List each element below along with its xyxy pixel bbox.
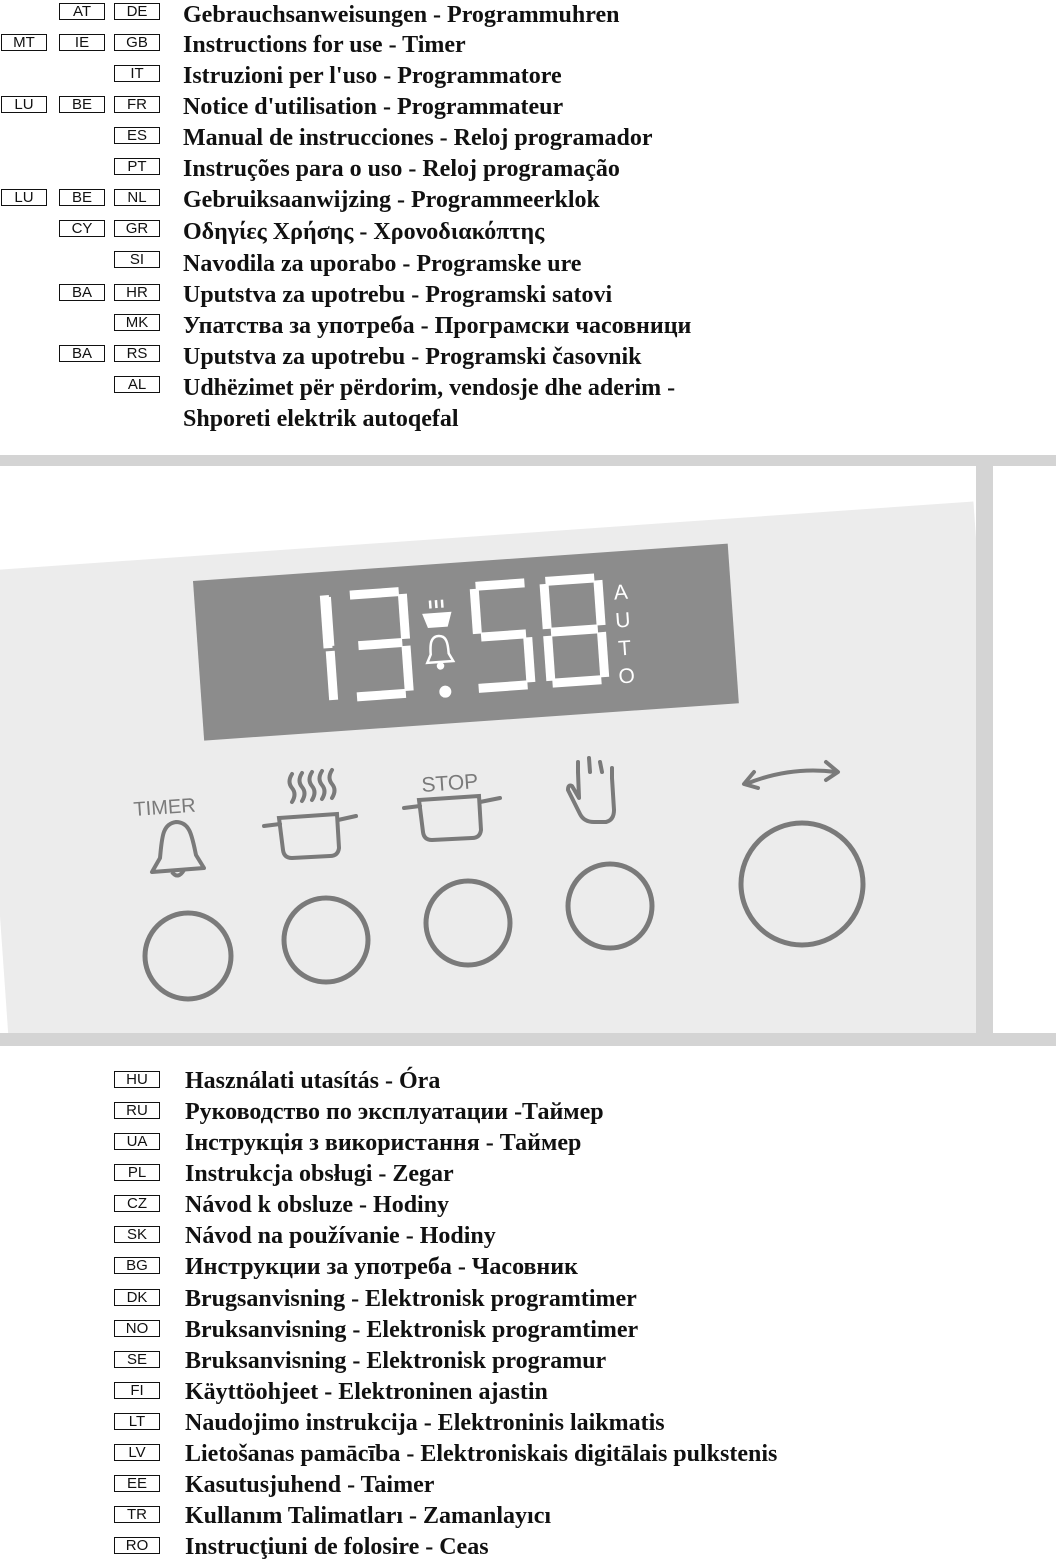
country-code-badge: FR — [114, 96, 160, 113]
country-code-badge: DE — [114, 3, 160, 20]
country-code-badge: AT — [59, 3, 105, 20]
country-code-badge: HR — [114, 284, 160, 301]
timer-control-panel — [0, 466, 976, 1033]
country-code-badge: EE — [114, 1475, 160, 1492]
country-code-badge: NO — [114, 1320, 160, 1337]
cooking-end-button[interactable] — [426, 881, 510, 965]
country-code-badge: BA — [59, 284, 105, 301]
manual-title: Bruksanvisning - Elektronisk programur — [185, 1348, 607, 1374]
manual-title: Használati utasítás - Óra — [185, 1068, 441, 1094]
manual-title: Instruções para o uso - Reloj programação — [183, 156, 620, 182]
manual-title: Naudojimo instrukcija - Elektroninis laikmatis — [185, 1410, 665, 1436]
country-code-badge: CY — [59, 220, 105, 237]
auto-letter: U — [614, 608, 632, 633]
cooking-duration-button[interactable] — [284, 898, 368, 982]
manual-title: Shporeti elektrik autoqefal — [183, 406, 459, 432]
display-digit — [327, 602, 330, 642]
country-code-badge: PT — [114, 158, 160, 175]
country-code-badge: LU — [1, 189, 47, 206]
manual-title: Brugsanvisning - Elektronisk programtimer — [185, 1286, 637, 1312]
auto-letter: O — [617, 664, 636, 689]
manual-title: Gebruiksaanwijzing - Programmeerklok — [183, 187, 600, 213]
country-code-badge: CZ — [114, 1195, 160, 1212]
timer-label: TIMER — [132, 794, 197, 821]
country-code-badge: UA — [114, 1133, 160, 1150]
country-code-badge: NL — [114, 189, 160, 206]
auto-letter: T — [617, 636, 632, 661]
manual-title: Gebrauchsanweisungen - Programmuhren — [183, 2, 620, 28]
country-code-badge: RO — [114, 1537, 160, 1554]
manual-title: Manual de instrucciones - Reloj programador — [183, 125, 653, 151]
country-code-badge: TR — [114, 1506, 160, 1523]
display-digit — [331, 656, 334, 696]
country-code-badge: MK — [114, 314, 160, 331]
auto-letter: A — [613, 580, 629, 605]
manual-title: Інструкція з використання - Таймер — [185, 1130, 582, 1156]
manual-title: Návod k obsluze - Hodiny — [185, 1192, 450, 1218]
divider-bottom — [0, 1033, 1056, 1046]
manual-title: Navodila za uporabo - Programske ure — [183, 251, 582, 277]
manual-title: Lietošanas pamācība - Elektroniskais digitālais pulkstenis — [185, 1441, 778, 1467]
adjust-knob-button[interactable] — [741, 823, 863, 945]
country-code-badge: SI — [114, 251, 160, 268]
manual-title: Οδηγίες Χρήσης - Χρονοδιακόπτης — [183, 219, 545, 245]
country-code-badge: BE — [59, 96, 105, 113]
country-code-badge: LT — [114, 1413, 160, 1430]
country-code-badge: ES — [114, 127, 160, 144]
manual-title: Uputstva za upotrebu - Programski satovi — [183, 282, 613, 308]
manual-title: Notice d'utilisation - Programmateur — [183, 94, 564, 120]
manual-title: Instructions for use - Timer — [183, 32, 466, 58]
manual-title: Kasutusjuhend - Taimer — [185, 1472, 435, 1498]
manual-title: Uputstva za upotrebu - Programski časovnik — [183, 344, 642, 370]
stop-label: STOP — [420, 770, 480, 797]
country-code-badge: SK — [114, 1226, 160, 1243]
divider-vertical — [976, 466, 993, 1033]
manual-title: Инструкции за употреба - Часовник — [185, 1254, 578, 1280]
manual-title: Návod na používanie - Hodiny — [185, 1223, 496, 1249]
manual-title: Руководство по эксплуатации -Таймер — [185, 1099, 604, 1125]
country-code-badge: AL — [114, 376, 160, 393]
country-code-badge: GR — [114, 220, 160, 237]
manual-title: Instrucţiuni de folosire - Ceas — [185, 1534, 489, 1560]
manual-mode-button[interactable] — [568, 864, 652, 948]
manual-title: Istruzioni per l'uso - Programmatore — [183, 63, 562, 89]
country-code-badge: RS — [114, 345, 160, 362]
country-code-badge: IT — [114, 65, 160, 82]
country-code-badge: DK — [114, 1289, 160, 1306]
country-code-badge: LU — [1, 96, 47, 113]
country-code-badge: BE — [59, 189, 105, 206]
country-code-badge: RU — [114, 1102, 160, 1119]
divider-top — [0, 455, 1056, 466]
manual-title: Instrukcja obsługi - Zegar — [185, 1161, 454, 1187]
manual-title: Udhëzimet për përdorim, vendosje dhe aderim - — [183, 375, 676, 401]
country-code-badge: BA — [59, 345, 105, 362]
country-code-badge: BG — [114, 1257, 160, 1274]
country-code-badge: PL — [114, 1164, 160, 1181]
country-code-badge: SE — [114, 1351, 160, 1368]
country-code-badge: LV — [114, 1444, 160, 1461]
country-code-badge: MT — [1, 34, 47, 51]
country-code-badge: GB — [114, 34, 160, 51]
timer-button[interactable] — [145, 913, 231, 999]
country-code-badge: FI — [114, 1382, 160, 1399]
country-code-badge: HU — [114, 1071, 160, 1088]
manual-title: Käyttöohjeet - Elektroninen ajastin — [185, 1379, 548, 1405]
manual-title: Bruksanvisning - Elektronisk programtimer — [185, 1317, 639, 1343]
manual-title: Kullanım Talimatları - Zamanlayıcı — [185, 1503, 552, 1529]
country-code-badge: IE — [59, 34, 105, 51]
manual-title: Упатства за употреба - Програмски часовници — [183, 313, 692, 339]
